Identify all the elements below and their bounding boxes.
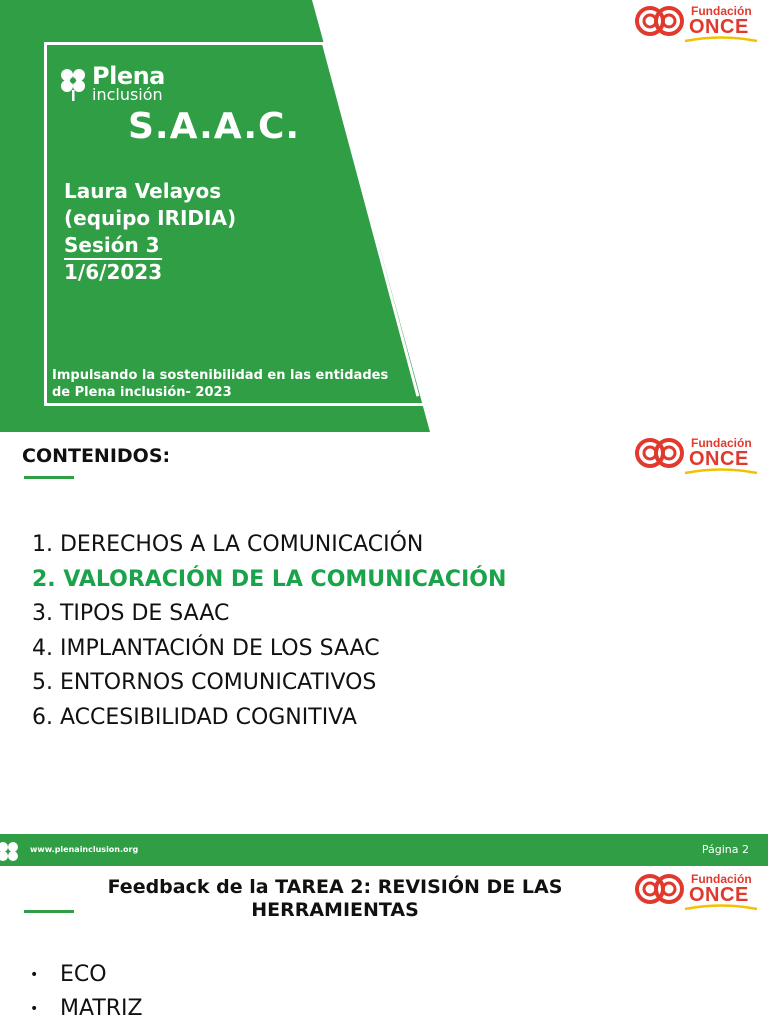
tool-name: MATRIZ (60, 996, 143, 1021)
footer-line-2: de Plena inclusión- 2023 (52, 385, 232, 400)
once-swoosh-icon (683, 36, 759, 44)
fundacion-once-logo (633, 4, 752, 38)
presentation-info (64, 178, 236, 286)
session-date: 1/6/2023 (64, 260, 163, 284)
fundacion-once-logo (633, 436, 752, 470)
title-slide (0, 0, 768, 432)
once-rings-icon (633, 4, 687, 38)
page-number: Página 2 (701, 843, 749, 856)
tool-name: ECO (60, 962, 107, 987)
tools-list-item (30, 992, 143, 1024)
bullet-icon: • (30, 1001, 39, 1017)
plena-flower-icon (0, 840, 20, 864)
slide-footer-bar (0, 834, 768, 866)
once-rings-icon (633, 436, 687, 470)
logo-text-inclusion: inclusión (92, 85, 163, 104)
contents-item: 6. ACCESIBILIDAD COGNITIVA (32, 704, 357, 730)
once-swoosh-icon (683, 468, 759, 476)
once-fundacion-text: Fundación (691, 4, 752, 18)
contents-item: 4. IMPLANTACIÓN DE LOS SAAC (32, 635, 380, 661)
plena-inclusion-logo (58, 64, 165, 103)
once-fundacion-text: Fundación (691, 872, 752, 886)
footer-website-link[interactable]: www.plenainclusion.org (30, 845, 139, 854)
once-text: ONCE (689, 884, 749, 906)
feedback-title (70, 876, 600, 922)
contents-heading: CONTENIDOS: (22, 445, 171, 467)
contents-slide (0, 432, 768, 866)
fundacion-once-logo (633, 872, 752, 906)
author-name: Laura Velayos (64, 179, 222, 203)
contents-list (32, 528, 506, 735)
session-label: Sesión 3 (64, 233, 160, 257)
feedback-title-line-2: HERRAMIENTAS (251, 899, 419, 921)
contents-item-active: 2. VALORACIÓN DE LA COMUNICACIÓN (32, 566, 507, 592)
title-underline (24, 910, 74, 913)
title-slide-footer (52, 367, 388, 401)
contents-item: 1. DERECHOS A LA COMUNICACIÓN (32, 532, 424, 557)
once-fundacion-text: Fundación (691, 436, 752, 450)
once-text: ONCE (689, 448, 749, 470)
bullet-icon: • (30, 967, 39, 983)
contents-item: 3. TIPOS DE SAAC (32, 601, 230, 626)
feedback-title-line-1: Feedback de la TAREA 2: REVISIÓN DE LAS (107, 876, 563, 898)
footer-line-1: Impulsando la sostenibilidad en las entidades (52, 368, 389, 383)
plena-flower-icon (58, 66, 88, 102)
heading-underline (24, 476, 74, 479)
team-name: (equipo IRIDIA) (64, 206, 237, 230)
once-swoosh-icon (683, 904, 759, 912)
contents-item: 5. ENTORNOS COMUNICATIVOS (32, 670, 377, 695)
logo-text-plena: Plena (92, 62, 165, 90)
feedback-slide (0, 866, 768, 1024)
tools-list-item (30, 958, 143, 992)
once-rings-icon (633, 872, 687, 906)
presentation-title: S.A.A.C. (128, 106, 301, 147)
tools-list (30, 958, 143, 1024)
once-text: ONCE (689, 16, 749, 38)
